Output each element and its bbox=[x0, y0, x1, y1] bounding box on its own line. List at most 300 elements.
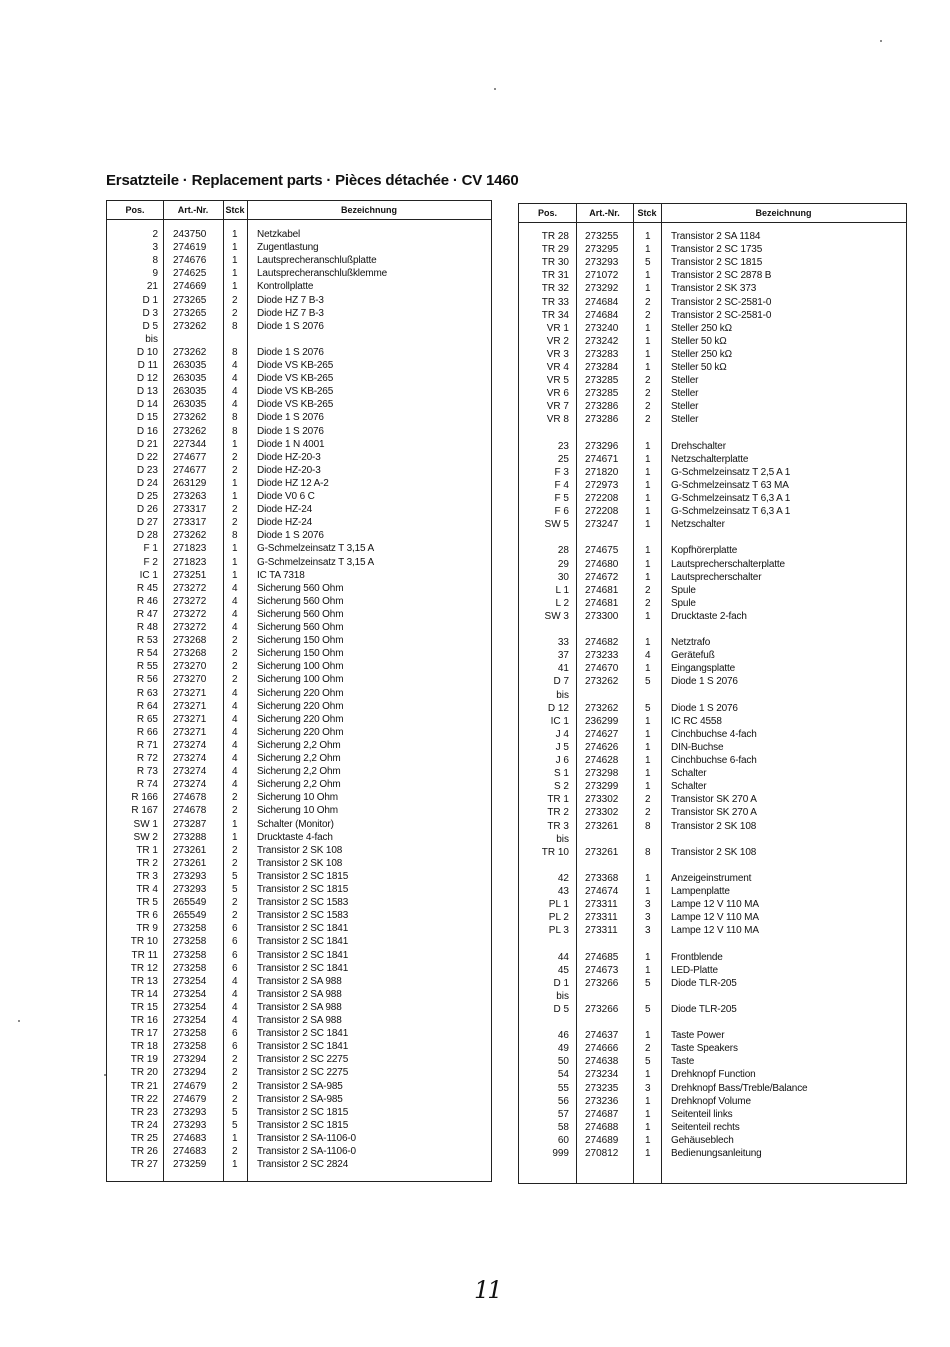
cell-bez: Transistor SK 270 A bbox=[671, 794, 757, 806]
cell-bez: Seitenteil links bbox=[671, 1108, 733, 1120]
table-row bbox=[519, 898, 906, 911]
table-row bbox=[519, 741, 906, 754]
table-row bbox=[519, 1055, 906, 1068]
cell-art: 273251 bbox=[173, 569, 207, 581]
cell-stck: 5 bbox=[232, 870, 238, 882]
table-row bbox=[107, 1027, 491, 1040]
table-row bbox=[107, 949, 491, 962]
cell-stck: 2 bbox=[645, 388, 651, 400]
cell-bez: Transistor 2 SC 1841 bbox=[257, 1041, 349, 1053]
table-row bbox=[107, 844, 491, 857]
table-header bbox=[107, 201, 491, 220]
cell-pos: 55 bbox=[557, 1082, 569, 1094]
cell-pos: PL 2 bbox=[548, 912, 569, 924]
cell-art: 273254 bbox=[173, 1001, 207, 1013]
cell-art: 273262 bbox=[173, 320, 207, 332]
table-row bbox=[519, 636, 906, 649]
cell-pos: VR 5 bbox=[546, 375, 569, 387]
cell-pos: TR 26 bbox=[130, 1146, 158, 1157]
cell-art: 273240 bbox=[585, 322, 619, 334]
cell-pos: VR 6 bbox=[546, 388, 569, 400]
cell-bez: Transistor 2 SC 1841 bbox=[257, 1028, 349, 1040]
cell-stck: 8 bbox=[232, 320, 238, 332]
cell-pos: 56 bbox=[557, 1095, 569, 1107]
table-row bbox=[519, 1108, 906, 1121]
parts-table-left bbox=[106, 200, 492, 1182]
cell-bez: Kopfhörerplatte bbox=[671, 545, 738, 557]
cell-bez: Sicherung 2,2 Ohm bbox=[257, 779, 341, 791]
cell-bez: Lautsprecherschalter bbox=[671, 571, 762, 583]
cell-bez: G-Schmelzeinsatz T 63 MA bbox=[671, 479, 789, 491]
cell-art: 273235 bbox=[585, 1082, 619, 1094]
cell-bez: Transistor 2 SA 1184 bbox=[671, 231, 761, 242]
cell-pos: D 15 bbox=[136, 412, 158, 424]
cell-bez: Lampe 12 V 110 MA bbox=[671, 899, 759, 911]
table-row bbox=[519, 256, 906, 269]
cell-stck: 1 bbox=[645, 951, 651, 963]
cell-bez: Drehknopf Bass/Treble/Balance bbox=[671, 1082, 808, 1094]
table-row bbox=[107, 320, 491, 333]
cell-art: 273311 bbox=[585, 899, 618, 911]
cell-stck: 8 bbox=[232, 346, 238, 358]
scan-speck bbox=[494, 88, 496, 90]
cell-art: 274681 bbox=[585, 584, 619, 596]
cell-bez: Lautsprecherschalterplatte bbox=[671, 558, 785, 570]
cell-art: 273258 bbox=[173, 936, 207, 948]
cell-pos: 37 bbox=[557, 650, 569, 662]
table-row bbox=[107, 569, 491, 582]
cell-bez: Steller bbox=[671, 388, 699, 400]
cell-art: 273262 bbox=[173, 412, 207, 424]
cell-pos: TR 20 bbox=[130, 1067, 158, 1079]
table-row bbox=[107, 883, 491, 896]
cell-art: 272973 bbox=[585, 479, 619, 491]
table-row bbox=[519, 400, 906, 413]
cell-pos: TR 27 bbox=[130, 1159, 158, 1171]
cell-stck: 4 bbox=[232, 622, 238, 633]
cell-bez: Diode 1 S 2076 bbox=[671, 676, 738, 688]
cell-art: 273258 bbox=[173, 949, 207, 961]
table-row bbox=[107, 346, 491, 359]
cell-art: 273268 bbox=[173, 648, 207, 660]
cell-bez: Diode 1 N 4001 bbox=[257, 438, 325, 450]
cell-stck: 5 bbox=[645, 702, 651, 714]
cell-art: 265549 bbox=[173, 910, 207, 922]
cell-stck: 5 bbox=[645, 1056, 651, 1068]
cell-pos: TR 14 bbox=[130, 988, 158, 1000]
cell-stck: 4 bbox=[232, 608, 238, 620]
cell-art: 273262 bbox=[173, 530, 207, 542]
cell-bez: IC RC 4558 bbox=[671, 715, 722, 727]
cell-pos: R 55 bbox=[136, 661, 158, 673]
cell-bez: Spule bbox=[671, 597, 696, 609]
cell-bez: Diode 1 S 2076 bbox=[257, 425, 324, 437]
cell-art: 273293 bbox=[173, 884, 207, 895]
table-row bbox=[519, 1042, 906, 1055]
cell-bez: Drehschalter bbox=[671, 440, 726, 452]
header-stck: Stck bbox=[225, 205, 245, 215]
cell-stck: 2 bbox=[232, 648, 238, 660]
cell-stck: 1 bbox=[232, 543, 238, 555]
cell-bez: Transistor 2 SC 1735 bbox=[671, 244, 763, 256]
header-art: Art.-Nr. bbox=[589, 208, 620, 218]
cell-pos: TR 19 bbox=[130, 1054, 158, 1066]
table-row bbox=[519, 296, 906, 309]
cell-art: 274625 bbox=[173, 268, 207, 280]
cell-stck: 2 bbox=[232, 1093, 238, 1105]
cell-art: 273294 bbox=[173, 1067, 207, 1079]
cell-art: 274678 bbox=[173, 805, 207, 817]
cell-pos: VR 8 bbox=[546, 414, 569, 426]
cell-art: 274638 bbox=[585, 1056, 619, 1068]
cell-pos: R 46 bbox=[136, 595, 158, 607]
cell-bez: Transistor 2 SC 1815 bbox=[257, 1106, 349, 1118]
table-row bbox=[519, 937, 906, 950]
cell-bez: Bedienungsanleitung bbox=[671, 1148, 762, 1159]
cell-stck: 6 bbox=[232, 936, 238, 948]
table-row bbox=[519, 348, 906, 361]
cell-stck: 4 bbox=[232, 595, 238, 607]
table-row bbox=[107, 372, 491, 385]
cell-stck: 4 bbox=[232, 766, 238, 778]
table-row bbox=[107, 294, 491, 307]
cell-stck: 1 bbox=[645, 1121, 651, 1133]
table-row bbox=[519, 453, 906, 466]
table-row bbox=[107, 818, 491, 831]
cell-art: 273259 bbox=[173, 1159, 207, 1171]
cell-stck: 4 bbox=[232, 582, 238, 594]
cell-art: 273255 bbox=[585, 231, 619, 242]
cell-stck: 1 bbox=[232, 1132, 238, 1144]
cell-art: 273293 bbox=[173, 870, 207, 882]
cell-art: 273368 bbox=[585, 872, 619, 884]
cell-pos: R 166 bbox=[131, 792, 158, 804]
cell-art: 274687 bbox=[585, 1108, 619, 1120]
cell-art: 274628 bbox=[585, 755, 619, 766]
table-row bbox=[519, 911, 906, 924]
cell-art: 274673 bbox=[585, 964, 619, 976]
cell-art: 274678 bbox=[173, 792, 207, 804]
table-row bbox=[519, 885, 906, 898]
cell-pos: 45 bbox=[557, 964, 569, 976]
table-row bbox=[107, 922, 491, 935]
cell-pos: TR 32 bbox=[541, 283, 569, 295]
cell-bez: Transistor 2 SC 2824 bbox=[257, 1159, 349, 1171]
cell-pos: R 73 bbox=[136, 766, 158, 778]
table-row bbox=[107, 385, 491, 398]
cell-art: 273261 bbox=[173, 857, 207, 869]
scan-speck bbox=[880, 40, 882, 42]
cell-bez: Sicherung 100 Ohm bbox=[257, 661, 344, 673]
cell-bez: Transistor 2 SA 988 bbox=[257, 1001, 342, 1013]
scan-speck bbox=[104, 1074, 106, 1076]
cell-pos: F 3 bbox=[554, 466, 569, 478]
table-row bbox=[107, 451, 491, 464]
cell-art: 273317 bbox=[173, 504, 207, 516]
cell-art: 274685 bbox=[585, 951, 619, 963]
cell-pos: J 5 bbox=[555, 741, 569, 753]
cell-stck: 1 bbox=[645, 1030, 651, 1042]
cell-stck: 2 bbox=[645, 375, 651, 387]
table-row bbox=[519, 702, 906, 715]
table-row bbox=[519, 610, 906, 623]
cell-art: 273287 bbox=[173, 818, 207, 830]
cell-art: 263035 bbox=[173, 399, 207, 411]
cell-stck: 4 bbox=[232, 988, 238, 1000]
cell-pos: D 1 bbox=[142, 294, 158, 306]
table-row bbox=[107, 477, 491, 490]
cell-bez: Transistor 2 SA-1106-0 bbox=[257, 1132, 356, 1144]
cell-art: 263035 bbox=[173, 360, 207, 371]
cell-stck: 2 bbox=[232, 504, 238, 516]
cell-art: 243750 bbox=[173, 229, 207, 240]
cell-bez: Netztrafo bbox=[671, 637, 711, 649]
cell-stck: 1 bbox=[645, 768, 651, 780]
table-row bbox=[107, 438, 491, 451]
cell-stck: 1 bbox=[645, 545, 651, 557]
cell-bez: Diode HZ-20-3 bbox=[257, 464, 321, 476]
cell-stck: 1 bbox=[232, 255, 238, 267]
cell-bez: Transistor 2 SA-1106-0 bbox=[257, 1146, 356, 1157]
table-row bbox=[107, 660, 491, 673]
cell-bez: Diode 1 S 2076 bbox=[257, 530, 324, 542]
cell-stck: 4 bbox=[232, 739, 238, 751]
cell-pos: 44 bbox=[557, 951, 569, 963]
cell-bez: Gerätefuß bbox=[671, 650, 715, 662]
cell-pos: SW 2 bbox=[133, 831, 158, 843]
table-row bbox=[107, 280, 491, 293]
cell-art: 273272 bbox=[173, 582, 207, 594]
table-row bbox=[107, 726, 491, 739]
cell-bez: Diode TLR-205 bbox=[671, 977, 737, 989]
cell-pos: 30 bbox=[557, 571, 569, 583]
cell-stck: 6 bbox=[232, 962, 238, 974]
cell-art: 273311 bbox=[585, 925, 618, 937]
cell-pos: F 1 bbox=[143, 543, 158, 555]
cell-stck: 1 bbox=[232, 491, 238, 502]
table-row bbox=[519, 269, 906, 282]
table-row bbox=[107, 1145, 491, 1158]
table-row bbox=[519, 1016, 906, 1029]
cell-bez: Diode 1 S 2076 bbox=[671, 702, 738, 714]
cell-bez: Sicherung 220 Ohm bbox=[257, 726, 344, 738]
cell-pos: 57 bbox=[557, 1108, 569, 1120]
cell-bez: Lampenplatte bbox=[671, 886, 730, 897]
cell-art: 274680 bbox=[585, 558, 619, 570]
table-row bbox=[107, 608, 491, 621]
table-row bbox=[107, 739, 491, 752]
cell-bez: Transistor 2 SK 108 bbox=[671, 846, 757, 858]
cell-pos: bis bbox=[145, 333, 158, 345]
cell-stck: 2 bbox=[232, 1067, 238, 1079]
cell-bez: Kontrollplatte bbox=[257, 281, 314, 293]
cell-stck: 1 bbox=[232, 818, 238, 830]
cell-pos: TR 17 bbox=[130, 1028, 158, 1040]
cell-stck: 2 bbox=[232, 674, 238, 686]
cell-bez: Drucktaste 2-fach bbox=[671, 610, 747, 622]
cell-bez: Gehäuseblech bbox=[671, 1134, 734, 1146]
cell-pos: TR 3 bbox=[136, 870, 158, 882]
cell-art: 274683 bbox=[173, 1132, 207, 1144]
table-row bbox=[519, 597, 906, 610]
table-row bbox=[519, 1029, 906, 1042]
cell-pos: 9 bbox=[152, 268, 158, 280]
cell-art: 274619 bbox=[173, 242, 207, 254]
cell-bez: Transistor 2 SA 988 bbox=[257, 988, 342, 1000]
cell-stck: 1 bbox=[645, 637, 651, 649]
cell-bez: Transistor 2 SC 2275 bbox=[257, 1067, 349, 1079]
table-row bbox=[107, 634, 491, 647]
cell-art: 273262 bbox=[173, 425, 207, 437]
cell-stck: 1 bbox=[645, 781, 651, 793]
cell-bez: Seitenteil rechts bbox=[671, 1121, 740, 1133]
table-row bbox=[107, 909, 491, 922]
table-row bbox=[519, 387, 906, 400]
cell-stck: 4 bbox=[232, 687, 238, 699]
table-row bbox=[519, 571, 906, 584]
cell-bez: Sicherung 560 Ohm bbox=[257, 595, 344, 607]
cell-pos: 29 bbox=[557, 558, 569, 570]
cell-art: 274671 bbox=[585, 453, 619, 465]
table-row bbox=[519, 649, 906, 662]
cell-art: 273317 bbox=[173, 517, 207, 529]
cell-bez: G-Schmelzeinsatz T 6,3 A 1 bbox=[671, 506, 791, 518]
cell-stck: 1 bbox=[645, 715, 651, 727]
cell-pos: R 65 bbox=[136, 713, 158, 725]
cell-pos: TR 2 bbox=[136, 857, 158, 869]
cell-pos: PL 1 bbox=[548, 899, 569, 911]
table-row bbox=[107, 1106, 491, 1119]
cell-stck: 3 bbox=[645, 925, 651, 937]
cell-art: 273254 bbox=[173, 1015, 207, 1026]
table-row bbox=[519, 767, 906, 780]
cell-stck: 1 bbox=[645, 519, 651, 531]
cell-art: 274688 bbox=[585, 1121, 619, 1133]
cell-pos: PL 3 bbox=[548, 925, 569, 937]
table-row bbox=[107, 765, 491, 778]
table-row bbox=[519, 1003, 906, 1016]
table-row bbox=[519, 584, 906, 597]
table-row bbox=[519, 1082, 906, 1095]
table-row bbox=[107, 831, 491, 844]
cell-bez: Diode HZ 7 B-3 bbox=[257, 307, 324, 319]
cell-art: 274670 bbox=[585, 663, 619, 675]
cell-art: 273293 bbox=[173, 1106, 207, 1118]
cell-pos: R 167 bbox=[131, 805, 158, 817]
cell-stck: 1 bbox=[645, 493, 651, 504]
cell-art: 274683 bbox=[173, 1146, 207, 1157]
cell-bez: Drehknopf Function bbox=[671, 1069, 756, 1081]
cell-bez: Transistor 2 SC 1815 bbox=[671, 257, 763, 269]
cell-stck: 2 bbox=[645, 807, 651, 819]
cell-stck: 1 bbox=[645, 872, 651, 884]
cell-stck: 3 bbox=[645, 912, 651, 924]
cell-art: 273302 bbox=[585, 807, 619, 819]
table-row bbox=[107, 975, 491, 988]
cell-art: 273302 bbox=[585, 794, 619, 806]
table-row bbox=[519, 623, 906, 636]
cell-stck: 5 bbox=[645, 257, 651, 269]
cell-art: 273271 bbox=[173, 713, 207, 725]
cell-bez: Transistor 2 SC 1815 bbox=[257, 870, 349, 882]
cell-pos: 23 bbox=[557, 440, 569, 452]
table-row bbox=[107, 516, 491, 529]
cell-art: 273300 bbox=[585, 610, 619, 622]
cell-art: 274675 bbox=[585, 545, 619, 557]
table-row bbox=[107, 254, 491, 267]
cell-bez: Sicherung 560 Ohm bbox=[257, 622, 344, 633]
cell-stck: 1 bbox=[645, 231, 651, 242]
cell-art: 273254 bbox=[173, 975, 207, 987]
cell-pos: 2 bbox=[152, 229, 158, 240]
cell-art: 273242 bbox=[585, 335, 619, 347]
cell-bez: Lautsprecheranschlußplatte bbox=[257, 255, 377, 267]
cell-pos: D 7 bbox=[553, 676, 569, 688]
cell-art: 273293 bbox=[585, 257, 619, 269]
cell-stck: 1 bbox=[232, 569, 238, 581]
cell-pos: D 10 bbox=[136, 346, 158, 358]
cell-bez: Transistor 2 SC 1841 bbox=[257, 962, 349, 974]
cell-pos: D 21 bbox=[136, 438, 158, 450]
table-row bbox=[519, 544, 906, 557]
cell-bez: Sicherung 2,2 Ohm bbox=[257, 753, 341, 764]
table-row bbox=[107, 1093, 491, 1106]
cell-pos: S 2 bbox=[553, 781, 569, 793]
cell-art: 274676 bbox=[173, 255, 207, 267]
table-row bbox=[107, 542, 491, 555]
cell-bez: Sicherung 10 Ohm bbox=[257, 805, 338, 817]
cell-stck: 4 bbox=[232, 399, 238, 411]
cell-pos: TR 11 bbox=[131, 949, 158, 961]
cell-bez: Lautsprecheranschlußklemme bbox=[257, 268, 388, 280]
cell-stck: 1 bbox=[645, 466, 651, 478]
cell-art: 273285 bbox=[585, 375, 619, 387]
cell-bez: Sicherung 220 Ohm bbox=[257, 687, 344, 699]
cell-pos: TR 1 bbox=[136, 844, 158, 856]
cell-art: 273272 bbox=[173, 622, 207, 633]
cell-stck: 2 bbox=[232, 307, 238, 319]
cell-bez: Diode HZ 12 A-2 bbox=[257, 477, 329, 489]
cell-art: 273261 bbox=[173, 844, 207, 856]
cell-bez: Transistor 2 SC 2275 bbox=[257, 1054, 349, 1066]
table-row bbox=[519, 374, 906, 387]
cell-art: 274679 bbox=[173, 1080, 207, 1092]
cell-bez: Diode 1 S 2076 bbox=[257, 320, 324, 332]
cell-art: 274626 bbox=[585, 741, 619, 753]
cell-art: 271072 bbox=[585, 270, 619, 282]
cell-art: 271823 bbox=[173, 556, 207, 568]
cell-pos: 54 bbox=[557, 1069, 569, 1081]
cell-pos: D 3 bbox=[142, 307, 158, 319]
cell-stck: 5 bbox=[645, 676, 651, 688]
cell-stck: 1 bbox=[645, 663, 651, 675]
cell-bez: Sicherung 150 Ohm bbox=[257, 635, 344, 647]
cell-bez: Transistor 2 SK 108 bbox=[257, 844, 343, 856]
cell-art: 263129 bbox=[173, 477, 207, 489]
cell-pos: D 22 bbox=[136, 451, 158, 463]
table-row bbox=[519, 728, 906, 741]
table-row bbox=[107, 503, 491, 516]
table-row bbox=[107, 1119, 491, 1132]
table-header bbox=[519, 204, 906, 223]
cell-pos: TR 2 bbox=[547, 807, 569, 819]
table-row bbox=[107, 1080, 491, 1093]
table-row bbox=[519, 820, 906, 833]
cell-bez: G-Schmelzeinsatz T 2,5 A 1 bbox=[671, 466, 791, 478]
cell-stck: 4 bbox=[232, 360, 238, 371]
cell-bez: Schalter bbox=[671, 768, 707, 780]
cell-pos: D 5 bbox=[553, 1003, 569, 1015]
